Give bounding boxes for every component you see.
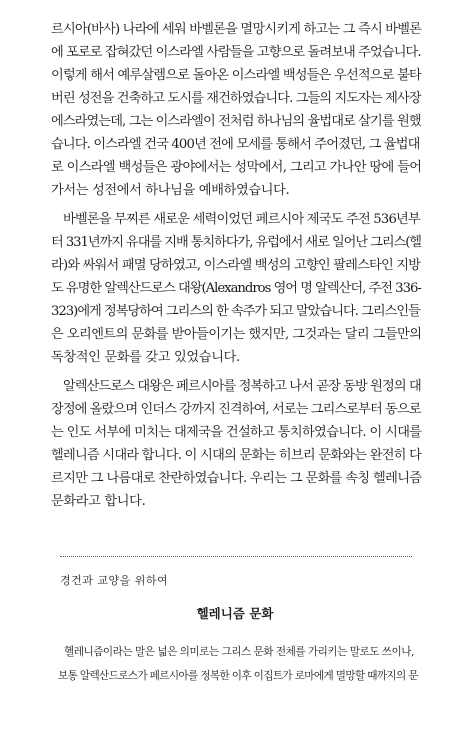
paragraph-3 — [51, 375, 421, 513]
box-text-line: 보통 알렉산드로스가 페르시아를 정복한 이후 이집트가 로마에게 멸망할 때까지의 문 — [58, 670, 418, 682]
text-line: 르시아(바사) 나라에 세워 바벨론을 멸망시키게 하고는 그 즉시 바벨론 — [51, 22, 422, 37]
box-text-line: 헬레니즘이라는 말은 넓은 의미로는 그리스 문화 전체를 가리키는 말로도 쓰이나, — [64, 646, 414, 658]
text-line: 은 오리엔트의 문화를 받아들이기는 했지만, 그것과는 달리 그들만의 — [51, 327, 422, 342]
text-line: 도 유명한 알렉산드로스 대왕(Alexandros 영어 명 알렉산더, 주전 336- — [51, 281, 421, 296]
paragraph-2 — [51, 208, 421, 369]
text-line: 323)에게 정복당하여 그리스의 한 속주가 되고 말았습니다. 그리스인들 — [51, 304, 420, 319]
text-line: 장정에 올랐으며 인더스 강까지 진격하여, 서로는 그리스로부터 동으로 — [51, 402, 421, 417]
box-body — [58, 640, 418, 688]
box-title: 헬레니즘 문화 — [196, 606, 274, 621]
paragraph-1 — [51, 18, 421, 202]
text-line: 는 인도 서부에 미치는 대제국을 건설하고 통치하였습니다. 이 시대를 — [51, 425, 422, 440]
text-line: 에 포로로 잡혀갔던 이스라엘 사람들을 고향으로 돌려보내 주었습니다. — [51, 45, 421, 60]
text-line: 헬레니즘 시대라 합니다. 이 시대의 문화는 히브리 문화와는 완전히 다 — [51, 448, 422, 463]
text-line: 알렉산드로스 대왕은 페르시아를 정복하고 나서 곧장 동방 원정의 대 — [63, 379, 421, 394]
text-line: 르지만 그 나름대로 찬란하였습니다. 우리는 그 문화를 속칭 헬레니즘 — [51, 471, 422, 486]
text-line: 이렇게 해서 예루살렘으로 돌아온 이스라엘 백성들은 우선적으로 불타 — [51, 68, 421, 83]
text-line: 터 331년까지 유대를 지배 통치하다가, 유럽에서 새로 일어난 그리스(헬 — [51, 235, 421, 250]
main-text — [51, 18, 421, 513]
text-line: 라)와 싸워서 패멸 당하였고, 이스라엘 백성의 고향인 팔레스타인 지방 — [51, 258, 421, 273]
text-line: 문화라고 합니다. — [51, 494, 146, 509]
text-line: 에스라였는데, 그는 이스라엘이 전처럼 하나님의 율법대로 살기를 원했 — [51, 114, 421, 129]
text-line: 습니다. 이스라엘 건국 400년 전에 모세를 통해서 주어졌던, 그 율법대 — [51, 137, 420, 152]
text-line: 가서는 성전에서 하나님을 예배하였습니다. — [51, 183, 290, 198]
text-line: 버린 성전을 건축하고 도시를 재건하였습니다. 그들의 지도자는 제사장 — [51, 91, 421, 106]
box-header: 경건과 교양을 위하여 — [60, 574, 169, 587]
text-line: 독창적인 문화를 갖고 있었습니다. — [51, 350, 240, 365]
text-line: 바벨론을 무찌른 새로운 세력이었던 페르시아 제국도 주전 536년부 — [63, 212, 420, 227]
text-line: 로 이스라엘 백성들은 광야에서는 성막에서, 그리고 가나안 땅에 들어 — [51, 160, 422, 175]
dotted-divider — [60, 556, 412, 557]
